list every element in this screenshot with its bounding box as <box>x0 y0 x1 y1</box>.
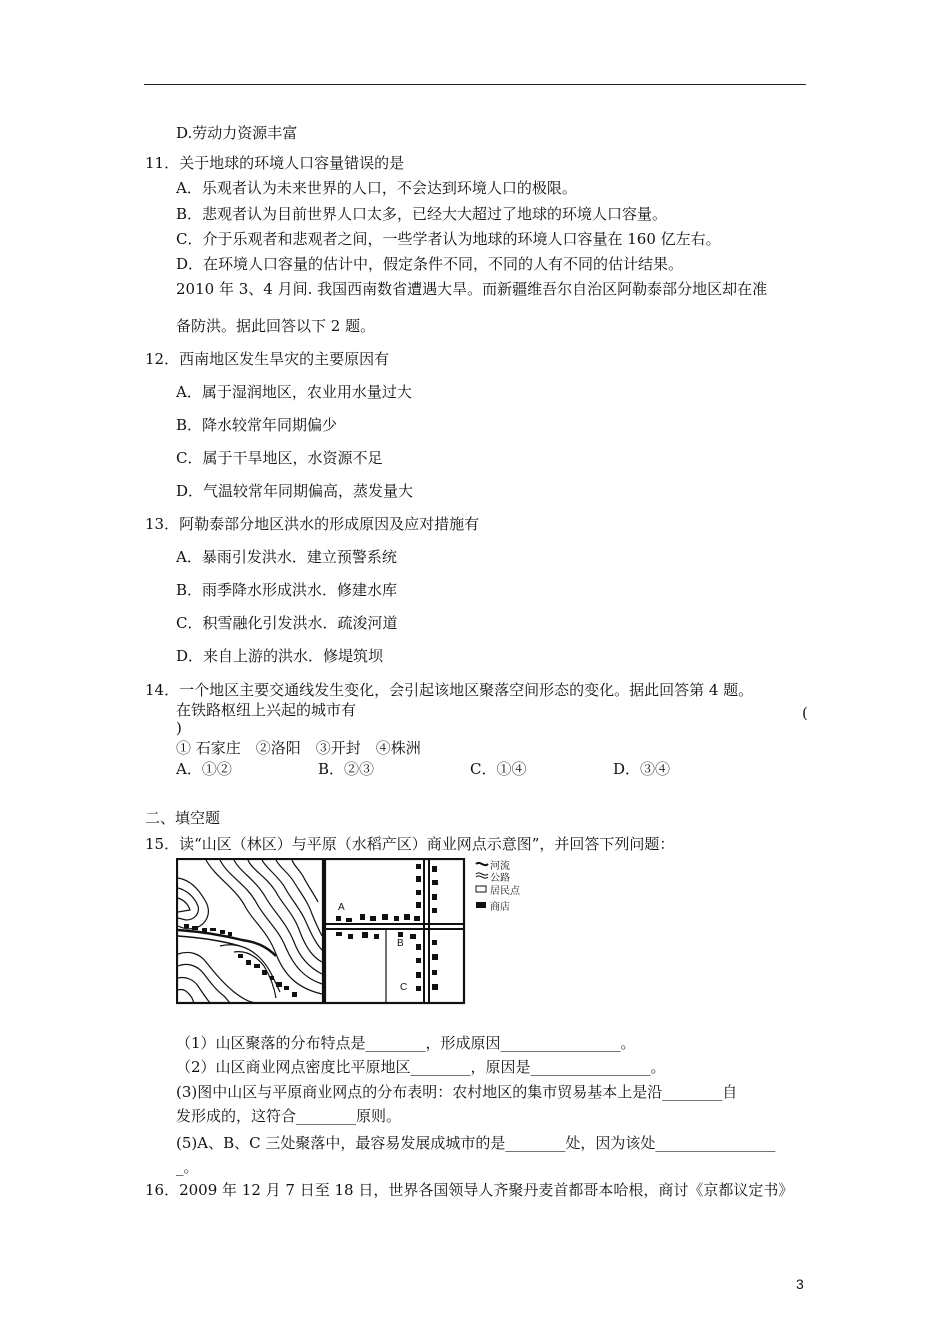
map-label-c: C <box>400 982 408 993</box>
text-line-q14: 14．一个地区主要交通线发生变化，会引起该地区聚落空间形态的变化。据此回答第 4 题。 <box>145 681 754 699</box>
text-line-q13: 13．阿勒泰部分地区洪水的形成原因及应对措施有 <box>145 515 480 533</box>
text-line-intro2: 备防洪。据此回答以下 2 题。 <box>176 317 376 335</box>
legend-river-label: 河流 <box>490 861 510 872</box>
text-line-q14b: 在铁路枢纽上兴起的城市有 <box>176 701 357 719</box>
text-line-q15_5a: (5)A、B、C 三处聚落中，最容易发展成城市的是________处，因为该处________________ <box>176 1134 776 1152</box>
legend-road-label: 公路 <box>490 873 510 884</box>
map-label-a: A <box>338 902 345 913</box>
text-line-q15_3b: 发形成的，这符合________原则。 <box>176 1107 402 1125</box>
text-line-intro1: 2010 年 3、4 月间. 我国西南数省遭遇大旱。而新疆维吾尔自治区阿勒泰部分地区却在准 <box>176 280 768 298</box>
text-line-q12d: D．气温较常年同期偏高，蒸发量大 <box>176 482 414 500</box>
text-line-q14C: C．①④ <box>470 760 527 778</box>
text-line-q10d: D.劳动力资源丰富 <box>176 124 298 142</box>
text-line-q14paren: ( <box>802 704 808 722</box>
text-line-q15: 15．读“山区（林区）与平原（水稻产区）商业网点示意图”，并回答下列问题： <box>145 835 675 853</box>
mountain-area-panel <box>177 859 323 1003</box>
text-line-q14paren2: ) <box>176 719 182 737</box>
text-line-q11b: B．悲观者认为目前世界人口太多，已经大大超过了地球的环境人口容量。 <box>176 205 668 223</box>
text-line-sec2: 二、填空题 <box>145 809 221 827</box>
road-legend-icon <box>476 873 488 875</box>
text-line-q16: 16．2009 年 12 月 7 日至 18 日，世界各国领导人齐聚丹麦首都哥本哈根，商讨《京都议定书》 <box>145 1181 794 1199</box>
text-line-q12a: A．属于湿润地区，农业用水量过大 <box>176 383 412 401</box>
text-line-q12c: C．属于干旱地区，水资源不足 <box>176 449 383 467</box>
commercial-network-map <box>176 858 536 1006</box>
text-line-q13b: B．雨季降水形成洪水．修建水库 <box>176 581 398 599</box>
text-line-q11c: C．介于乐观者和悲观者之间，一些学者认为地球的环境人口容量在 160 亿左右。 <box>176 230 721 248</box>
text-line-q13d: D．来自上游的洪水．修堤筑坝 <box>176 647 384 665</box>
map-label-b: B <box>397 938 404 949</box>
plain-area-panel <box>325 859 464 1003</box>
legend-shop-label: 商店 <box>490 902 510 913</box>
text-line-q14A: A．①② <box>176 760 232 778</box>
text-line-q14B: B．②③ <box>318 760 375 778</box>
map-legend <box>476 863 488 908</box>
page-number: 3 <box>796 1276 804 1292</box>
text-line-q15_5b: _。 <box>176 1158 199 1176</box>
legend-settlement-label: 居民点 <box>490 886 520 897</box>
header-rule <box>144 84 806 85</box>
text-line-q11d: D．在环境人口容量的估计中，假定条件不同，不同的人有不同的估计结果。 <box>176 255 684 273</box>
text-line-q12b: B．降水较常年同期偏少 <box>176 416 338 434</box>
settlement-legend-icon <box>476 886 486 892</box>
text-line-q11: 11．关于地球的环境人口容量错误的是 <box>145 154 405 172</box>
river-legend-icon <box>476 863 488 865</box>
text-line-q12: 12．西南地区发生旱灾的主要原因有 <box>145 350 390 368</box>
text-line-q13a: A．暴雨引发洪水．建立预警系统 <box>176 548 397 566</box>
text-line-q15_3a: (3)图中山区与平原商业网点的分布表明：农村地区的集市贸易基本上是沿________自 <box>176 1083 738 1101</box>
text-line-q15_1: （1）山区聚落的分布特点是________，形成原因________________。 <box>176 1034 636 1052</box>
text-line-q14opts: ① 石家庄 ②洛阳 ③开封 ④株洲 <box>176 739 421 757</box>
text-line-q11a: A．乐观者认为未来世界的人口，不会达到环境人口的极限。 <box>176 179 577 197</box>
text-line-q15_2: （2）山区商业网点密度比平原地区________，原因是________________。 <box>176 1058 666 1076</box>
text-line-q13c: C．积雪融化引发洪水．疏浚河道 <box>176 614 398 632</box>
text-line-q14D: D．③④ <box>613 760 671 778</box>
shop-legend-icon <box>476 902 486 908</box>
